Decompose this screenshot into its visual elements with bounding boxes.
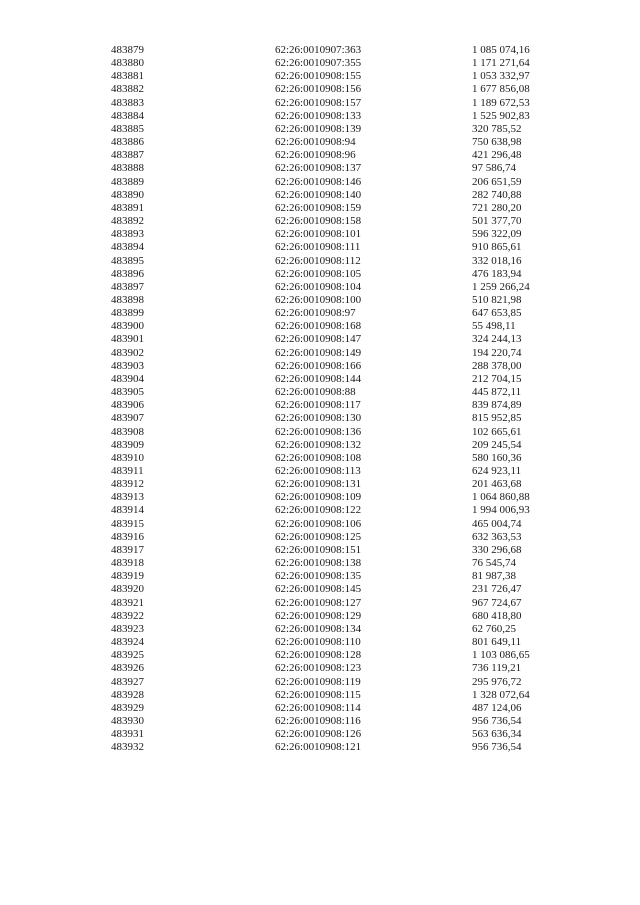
row-number: 483921 [111, 596, 144, 609]
row-number: 483895 [111, 254, 144, 267]
row-number: 483882 [111, 83, 144, 96]
cadastral-value: 330 296,68 [472, 543, 522, 556]
cadastral-value: 632 363,53 [472, 530, 522, 543]
table-row [0, 583, 640, 596]
row-number: 483932 [111, 741, 144, 754]
table-row [0, 189, 640, 202]
row-number: 483880 [111, 57, 144, 70]
table-row [0, 715, 640, 728]
table-row [0, 228, 640, 241]
row-number: 483901 [111, 333, 144, 346]
row-number: 483894 [111, 241, 144, 254]
row-number: 483890 [111, 188, 144, 201]
cadastral-value: 1 994 006,93 [472, 504, 530, 517]
cadastral-value: 956 736,54 [472, 741, 522, 754]
table-row [0, 439, 640, 452]
cadastral-value: 501 377,70 [472, 215, 522, 228]
cadastral-number: 62:26:0010908:137 [275, 162, 362, 175]
table-row [0, 294, 640, 307]
table-row [0, 241, 640, 254]
cadastral-value: 231 726,47 [472, 583, 522, 596]
row-number: 483915 [111, 517, 144, 530]
row-number: 483906 [111, 399, 144, 412]
table-row [0, 136, 640, 149]
cadastral-value: 1 189 672,53 [472, 96, 530, 109]
cadastral-value: 750 638,98 [472, 136, 522, 149]
cadastral-value: 1 064 860,88 [472, 491, 530, 504]
cadastral-number: 62:26:0010908:135 [275, 570, 362, 583]
table-row [0, 320, 640, 333]
cadastral-value: 206 651,59 [472, 175, 522, 188]
cadastral-number: 62:26:0010908:122 [275, 504, 362, 517]
cadastral-value: 282 740,88 [472, 188, 522, 201]
cadastral-value: 1 677 856,08 [472, 83, 530, 96]
cadastral-value: 421 296,48 [472, 149, 522, 162]
row-number: 483927 [111, 675, 144, 688]
cadastral-value: 580 160,36 [472, 451, 522, 464]
row-number: 483911 [111, 465, 144, 477]
row-number: 483881 [111, 70, 144, 83]
table-row [0, 215, 640, 228]
cadastral-value: 324 244,13 [472, 333, 522, 346]
cadastral-number: 62:26:0010908:156 [275, 83, 362, 96]
cadastral-number: 62:26:0010908:114 [275, 701, 361, 714]
cadastral-number: 62:26:0010908:134 [275, 622, 362, 635]
cadastral-value: 736 119,21 [472, 662, 522, 675]
table-row [0, 360, 640, 373]
row-number: 483909 [111, 438, 144, 451]
cadastral-number: 62:26:0010908:158 [275, 215, 362, 228]
table-row [0, 83, 640, 96]
cadastral-number: 62:26:0010908:111 [275, 241, 361, 254]
row-number: 483923 [111, 622, 144, 635]
cadastral-value: 510 821,98 [472, 293, 522, 306]
cadastral-number: 62:26:0010907:363 [275, 44, 362, 56]
cadastral-number: 62:26:0010908:125 [275, 530, 362, 543]
row-number: 483899 [111, 307, 144, 320]
cadastral-number: 62:26:0010908:121 [275, 741, 362, 754]
table-row [0, 347, 640, 360]
cadastral-value: 62 760,25 [472, 622, 516, 635]
row-number: 483907 [111, 412, 144, 425]
cadastral-number: 62:26:0010908:123 [275, 662, 362, 675]
cadastral-value: 721 280,20 [472, 201, 522, 214]
row-number: 483879 [111, 44, 144, 56]
row-number: 483896 [111, 267, 144, 280]
cadastral-value: 212 704,15 [472, 372, 522, 385]
cadastral-number: 62:26:0010908:159 [275, 201, 362, 214]
table-row [0, 741, 640, 754]
cadastral-value: 55 498,11 [472, 320, 516, 333]
cadastral-value: 97 586,74 [472, 162, 516, 175]
cadastral-number: 62:26:0010908:131 [275, 478, 362, 491]
cadastral-number: 62:26:0010908:130 [275, 412, 362, 425]
cadastral-value: 465 004,74 [472, 517, 522, 530]
cadastral-number: 62:26:0010908:117 [275, 399, 361, 412]
cadastral-number: 62:26:0010908:128 [275, 649, 362, 662]
table-row [0, 373, 640, 386]
cadastral-number: 62:26:0010908:133 [275, 109, 362, 122]
cadastral-value: 1 053 332,97 [472, 70, 530, 83]
row-number: 483903 [111, 359, 144, 372]
cadastral-number: 62:26:0010908:113 [275, 465, 361, 477]
cadastral-number: 62:26:0010907:355 [275, 57, 362, 70]
cadastral-number: 62:26:0010908:108 [275, 451, 362, 464]
cadastral-value: 1 259 266,24 [472, 280, 530, 293]
row-number: 483904 [111, 372, 144, 385]
row-number: 483928 [111, 688, 144, 701]
row-number: 483926 [111, 662, 144, 675]
row-number: 483920 [111, 583, 144, 596]
row-number: 483908 [111, 425, 144, 438]
cadastral-number: 62:26:0010908:147 [275, 333, 362, 346]
cadastral-number: 62:26:0010908:139 [275, 122, 362, 135]
row-number: 483924 [111, 636, 144, 649]
table-row [0, 123, 640, 136]
table-row [0, 255, 640, 268]
row-number: 483929 [111, 701, 144, 714]
cadastral-number: 62:26:0010908:97 [275, 307, 356, 320]
table-row [0, 570, 640, 583]
cadastral-value: 201 463,68 [472, 478, 522, 491]
cadastral-value: 839 874,89 [472, 399, 522, 412]
row-number: 483889 [111, 175, 144, 188]
table-row [0, 162, 640, 175]
cadastral-number: 62:26:0010908:151 [275, 543, 362, 556]
cadastral-value: 288 378,00 [472, 359, 522, 372]
cadastral-number: 62:26:0010908:119 [275, 675, 361, 688]
cadastral-value: 624 923,11 [472, 465, 522, 477]
cadastral-value: 563 636,34 [472, 728, 522, 741]
table-row [0, 412, 640, 425]
cadastral-number: 62:26:0010908:140 [275, 188, 362, 201]
cadastral-value: 295 976,72 [472, 675, 522, 688]
table-row [0, 504, 640, 517]
row-number: 483919 [111, 570, 144, 583]
row-number: 483922 [111, 609, 144, 622]
cadastral-value: 209 245,54 [472, 438, 522, 451]
cadastral-value: 320 785,52 [472, 122, 522, 135]
row-number: 483902 [111, 346, 144, 359]
cadastral-number: 62:26:0010908:168 [275, 320, 362, 333]
row-number: 483930 [111, 714, 144, 727]
cadastral-number: 62:26:0010908:112 [275, 254, 361, 267]
cadastral-number: 62:26:0010908:100 [275, 293, 362, 306]
cadastral-number: 62:26:0010908:145 [275, 583, 362, 596]
cadastral-number: 62:26:0010908:106 [275, 517, 362, 530]
row-number: 483884 [111, 109, 144, 122]
table-row [0, 426, 640, 439]
table-row [0, 610, 640, 623]
cadastral-value: 476 183,94 [472, 267, 522, 280]
table-row [0, 202, 640, 215]
table-row [0, 333, 640, 346]
row-number: 483886 [111, 136, 144, 149]
cadastral-value: 81 987,38 [472, 570, 516, 583]
row-number: 483917 [111, 543, 144, 556]
cadastral-number: 62:26:0010908:96 [275, 149, 356, 162]
table-row [0, 597, 640, 610]
row-number: 483931 [111, 728, 144, 741]
table-row [0, 676, 640, 689]
table-row [0, 110, 640, 123]
table-row [0, 281, 640, 294]
table-row [0, 623, 640, 636]
table-row [0, 491, 640, 504]
cadastral-value: 1 171 271,64 [472, 57, 530, 70]
cadastral-number: 62:26:0010908:129 [275, 609, 362, 622]
cadastral-value: 910 865,61 [472, 241, 522, 254]
table-row [0, 557, 640, 570]
cadastral-number: 62:26:0010908:88 [275, 386, 356, 399]
table-row [0, 662, 640, 675]
table-row [0, 149, 640, 162]
table-row [0, 478, 640, 491]
cadastral-number: 62:26:0010908:144 [275, 372, 362, 385]
table-row [0, 386, 640, 399]
cadastral-number: 62:26:0010908:101 [275, 228, 362, 241]
cadastral-value: 76 545,74 [472, 557, 516, 570]
cadastral-number: 62:26:0010908:115 [275, 688, 361, 701]
table-row [0, 702, 640, 715]
table-row [0, 44, 640, 57]
table-row [0, 307, 640, 320]
row-number: 483900 [111, 320, 144, 333]
row-number: 483883 [111, 96, 144, 109]
cadastral-number: 62:26:0010908:109 [275, 491, 362, 504]
cadastral-value: 801 649,11 [472, 636, 522, 649]
row-number: 483898 [111, 293, 144, 306]
table-row [0, 399, 640, 412]
table-row [0, 636, 640, 649]
table-row [0, 518, 640, 531]
table-row [0, 689, 640, 702]
table-row [0, 176, 640, 189]
cadastral-value: 102 665,61 [472, 425, 522, 438]
table-row [0, 531, 640, 544]
table-row [0, 452, 640, 465]
row-number: 483912 [111, 478, 144, 491]
cadastral-value: 332 018,16 [472, 254, 522, 267]
cadastral-number: 62:26:0010908:138 [275, 557, 362, 570]
cadastral-number: 62:26:0010908:94 [275, 136, 356, 149]
cadastral-number: 62:26:0010908:136 [275, 425, 362, 438]
cadastral-value: 445 872,11 [472, 386, 522, 399]
cadastral-number: 62:26:0010908:126 [275, 728, 362, 741]
row-number: 483897 [111, 280, 144, 293]
row-number: 483885 [111, 122, 144, 135]
row-number: 483892 [111, 215, 144, 228]
row-number: 483891 [111, 201, 144, 214]
table-row [0, 57, 640, 70]
table-row [0, 70, 640, 83]
row-number: 483925 [111, 649, 144, 662]
cadastral-number: 62:26:0010908:155 [275, 70, 362, 83]
cadastral-value: 967 724,67 [472, 596, 522, 609]
table-row [0, 544, 640, 557]
row-number: 483893 [111, 228, 144, 241]
cadastral-number: 62:26:0010908:127 [275, 596, 362, 609]
cadastral-number: 62:26:0010908:166 [275, 359, 362, 372]
row-number: 483918 [111, 557, 144, 570]
cadastral-value: 1 328 072,64 [472, 688, 530, 701]
row-number: 483916 [111, 530, 144, 543]
cadastral-number: 62:26:0010908:116 [275, 714, 361, 727]
cadastral-number: 62:26:0010908:104 [275, 280, 362, 293]
table-row [0, 268, 640, 281]
row-number: 483914 [111, 504, 144, 517]
cadastral-number: 62:26:0010908:146 [275, 175, 362, 188]
cadastral-number: 62:26:0010908:157 [275, 96, 362, 109]
cadastral-value-table [0, 44, 640, 754]
table-row [0, 465, 640, 478]
cadastral-value: 1 085 074,16 [472, 44, 530, 56]
row-number: 483910 [111, 451, 144, 464]
cadastral-number: 62:26:0010908:132 [275, 438, 362, 451]
cadastral-value: 1 525 902,83 [472, 109, 530, 122]
row-number: 483888 [111, 162, 144, 175]
cadastral-number: 62:26:0010908:105 [275, 267, 362, 280]
table-row [0, 97, 640, 110]
cadastral-number: 62:26:0010908:110 [275, 636, 361, 649]
row-number: 483905 [111, 386, 144, 399]
cadastral-value: 680 418,80 [472, 609, 522, 622]
cadastral-value: 194 220,74 [472, 346, 522, 359]
table-row [0, 649, 640, 662]
cadastral-value: 815 952,85 [472, 412, 522, 425]
cadastral-value: 1 103 086,65 [472, 649, 530, 662]
row-number: 483913 [111, 491, 144, 504]
cadastral-value: 596 322,09 [472, 228, 522, 241]
cadastral-value: 487 124,06 [472, 701, 522, 714]
table-row [0, 728, 640, 741]
row-number: 483887 [111, 149, 144, 162]
cadastral-value: 956 736,54 [472, 714, 522, 727]
cadastral-number: 62:26:0010908:149 [275, 346, 362, 359]
cadastral-value: 647 653,85 [472, 307, 522, 320]
